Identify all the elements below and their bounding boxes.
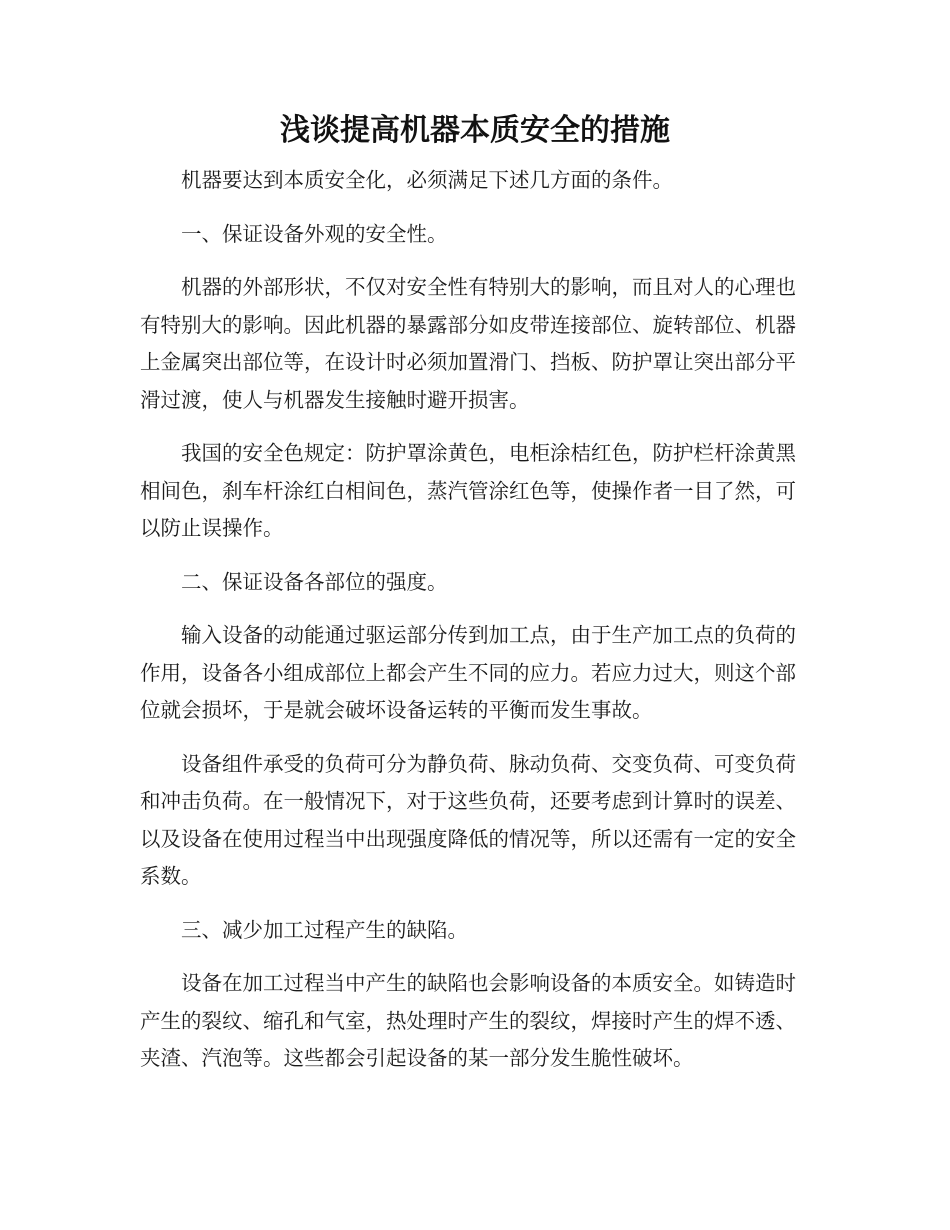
- section-heading-3: 三、减少加工过程产生的缺陷。: [181, 917, 468, 942]
- paragraph-defects: 设备在加工过程当中产生的缺陷也会影响设备的本质安全。如铸造时产生的裂纹、缩孔和气室，热处理时产生的裂纹，焊接时产生的焊不透、夹渣、汽泡等。这些都会引起设备的某一部分发生脆性破坏。: [140, 971, 796, 1070]
- paragraph-loads: 设备组件承受的负荷可分为静负荷、脉动负荷、交变负荷、可变负荷和冲击负荷。在一般情况下，对于这些负荷，还要考虑到计算时的误差、以及设备在使用过程当中出现强度降低的情况等，所以还需有一定的安全系数。: [140, 751, 796, 888]
- paragraph-intro: 机器要达到本质安全化，必须满足下述几方面的条件。: [181, 168, 673, 192]
- document-title: 浅谈提高机器本质安全的措施: [280, 113, 670, 148]
- paragraph-strength: 输入设备的动能通过驱运部分传到加工点，由于生产加工点的负荷的作用，设备各小组成部位上都会产生不同的应力。若应力过大，则这个部位就会损坏，于是就会破坏设备运转的平衡而发生事故。: [140, 623, 796, 722]
- section-heading-2: 二、保证设备各部位的强度。: [181, 569, 448, 594]
- paragraph-appearance: 机器的外部形状，不仅对安全性有特别大的影响，而且对人的心理也有特别大的影响。因此机器的暴露部分如皮带连接部位、旋转部位、机器上金属突出部位等，在设计时必须加置滑门、挡板、防护罩让突出部分平滑过渡，使人与机器发生接触时避开损害。: [140, 275, 796, 412]
- section-heading-1: 一、保证设备外观的安全性。: [181, 221, 448, 246]
- paragraph-safety-colors: 我国的安全色规定：防护罩涂黄色，电柜涂桔红色，防护栏杆涂黄黑相间色，刹车杆涂红白相间色，蒸汽管涂红色等，使操作者一目了然，可以防止误操作。: [140, 441, 796, 540]
- document-body: [140, 162, 796, 1094]
